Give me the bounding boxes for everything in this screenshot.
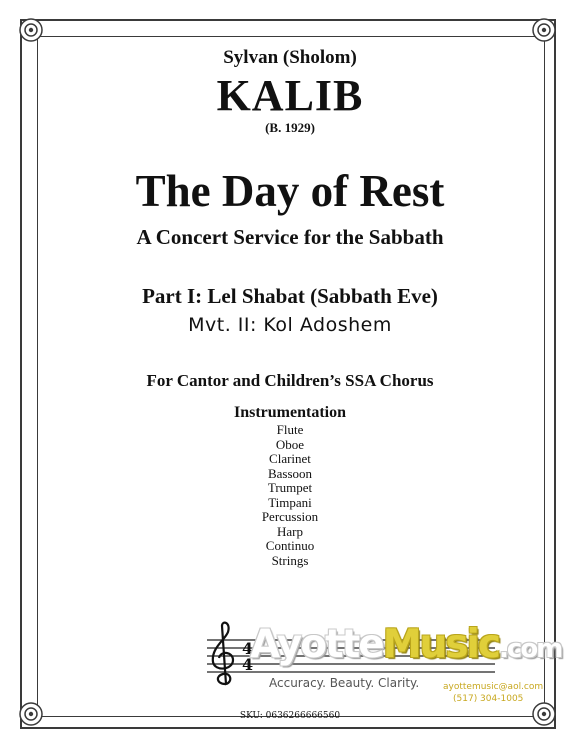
publisher-email: ayottemusic@aol.com (443, 682, 544, 692)
part-title: Part I: Lel Shabat (Sabbath Eve) (142, 284, 438, 308)
list-item: Oboe (275, 436, 305, 452)
list-item: Harp (277, 523, 303, 539)
movement-title: Mvt. II: Kol Adoshem (188, 314, 392, 336)
work-subtitle: A Concert Service for the Sabbath (136, 225, 444, 249)
composer-name: Sylvan (Sholom) (223, 47, 357, 68)
work-title: The Day of Rest (135, 166, 445, 216)
list-item: Strings (271, 552, 309, 568)
svg-text:4: 4 (242, 655, 254, 674)
list-item: Flute (276, 422, 304, 437)
composer-dates: (B. 1929) (265, 120, 315, 135)
scoring-line: For Cantor and Children’s SSA Chorus (146, 371, 434, 390)
corner-ornament-icon (530, 16, 558, 44)
instrumentation-heading: Instrumentation (233, 404, 346, 421)
list-item: Continuo (265, 538, 315, 553)
composer-surname: KALIB (216, 71, 364, 120)
list-item: Trumpet (267, 480, 313, 495)
publisher-logo (195, 618, 562, 704)
publisher-tagline: Accuracy. Beauty. Clarity. (269, 676, 420, 690)
sku-label: SKU: 0636266666560 (239, 711, 341, 721)
list-item: Bassoon (267, 465, 313, 481)
list-item: Percussion (261, 509, 319, 524)
list-item: Clarinet (269, 451, 311, 466)
list-item: Timpani (268, 494, 312, 510)
svg-text:4: 4 (242, 639, 254, 658)
publisher-logo-text: AyotteMusic.com (250, 622, 562, 667)
publisher-phone: (517) 304-1005 (453, 694, 524, 704)
instrumentation-list (0, 423, 580, 568)
corner-ornament-icon (17, 16, 45, 44)
